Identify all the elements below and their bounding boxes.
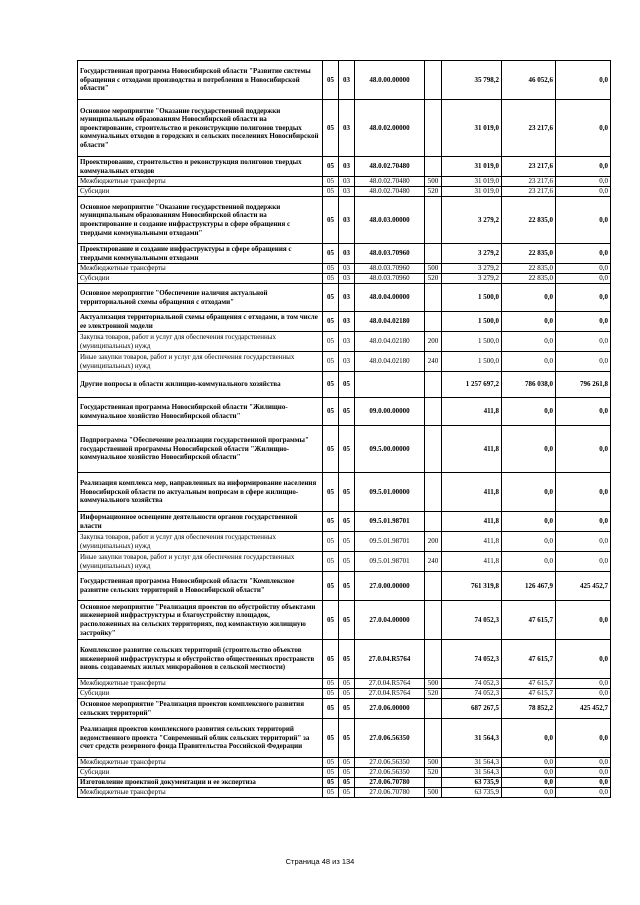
row-name: Субсидии [78, 768, 323, 778]
subsection-code: 05 [339, 768, 355, 778]
expense-type-code [425, 157, 442, 177]
amount-year-1: 411,8 [442, 552, 502, 572]
expense-type-code [425, 473, 442, 512]
section-code: 05 [323, 352, 339, 372]
section-code: 05 [323, 61, 339, 100]
table-row [78, 640, 611, 679]
row-name: Основное мероприятие "Реализация проектов комплексного развития сельских территорий" [78, 699, 323, 719]
amount-year-1: 1 257 697,2 [442, 372, 502, 398]
target-article-code: 48.0.04.02180 [355, 312, 425, 332]
table-row [78, 197, 611, 244]
target-article-code: 27.0.06.70780 [355, 788, 425, 798]
amount-year-2: 0,0 [502, 719, 556, 758]
target-article-code: 48.0.04.00000 [355, 284, 425, 312]
target-article-code: 09.5.01.98701 [355, 512, 425, 532]
expense-type-code [425, 572, 442, 601]
target-article-code: 48.0.03.70960 [355, 264, 425, 274]
expense-type-code [425, 512, 442, 532]
row-name: Комплексное развитие сельских территорий (строительство объектов инженерной инфраструктуры и обустройство общественных пространств вновь создаваемых жилых микрорайонов в сельской местности) [78, 640, 323, 679]
table-row [78, 768, 611, 778]
row-name: Государственная программа Новосибирской области "Жилищно-коммунальное хозяйство Новосибирской области" [78, 398, 323, 426]
row-name: Иные закупки товаров, работ и услуг для обеспечения государственных (муниципальных) нужд [78, 552, 323, 572]
section-code: 05 [323, 758, 339, 768]
amount-year-1: 1 500,0 [442, 284, 502, 312]
table-row [78, 473, 611, 512]
table-row [78, 398, 611, 426]
table-row [78, 699, 611, 719]
amount-year-1: 35 798,2 [442, 61, 502, 100]
subsection-code: 03 [339, 157, 355, 177]
row-name: Основное мероприятие "Оказание государственной поддержки муниципальным образованиям Новосибирской области на проектирование и создание инфраструктуры в сфере обращения с твердыми коммунальными отходами" [78, 197, 323, 244]
subsection-code: 05 [339, 679, 355, 689]
expense-type-code: 200 [425, 532, 442, 552]
expense-type-code [425, 601, 442, 640]
row-name: Реализация комплекса мер, направленных на информирование населения Новосибирской области по актуальным вопросам в сфере жилищно-коммунального хозяйства [78, 473, 323, 512]
amount-year-3: 0,0 [556, 312, 611, 332]
amount-year-1: 411,8 [442, 398, 502, 426]
row-name: Основное мероприятие "Реализация проектов по обустройству объектами инженерной инфраструктуры и благоустройству площадок, расположенных на сельских территориях, под компактную жилищную застройку" [78, 601, 323, 640]
amount-year-3: 0,0 [556, 552, 611, 572]
table-row [78, 312, 611, 332]
subsection-code: 03 [339, 197, 355, 244]
budget-table [77, 60, 611, 798]
subsection-code: 03 [339, 100, 355, 157]
amount-year-1: 74 052,3 [442, 679, 502, 689]
row-name: Закупка товаров, работ и услуг для обеспечения государственных (муниципальных) нужд [78, 532, 323, 552]
amount-year-1: 411,8 [442, 512, 502, 532]
amount-year-1: 1 500,0 [442, 352, 502, 372]
table-row [78, 187, 611, 197]
table-row [78, 100, 611, 157]
subsection-code: 05 [339, 426, 355, 473]
amount-year-1: 31 564,3 [442, 719, 502, 758]
subsection-code: 05 [339, 788, 355, 798]
table-row [78, 552, 611, 572]
row-name: Государственная программа Новосибирской области "Комплексное развитие сельских территорий в Новосибирской области" [78, 572, 323, 601]
amount-year-3: 0,0 [556, 719, 611, 758]
amount-year-2: 126 467,9 [502, 572, 556, 601]
amount-year-2: 0,0 [502, 788, 556, 798]
section-code: 05 [323, 679, 339, 689]
page-footer [0, 857, 640, 866]
amount-year-3: 0,0 [556, 157, 611, 177]
subsection-code: 05 [339, 719, 355, 758]
row-name: Изготовление проектной документации и ее экспертиза [78, 778, 323, 788]
section-code: 05 [323, 552, 339, 572]
section-code: 05 [323, 244, 339, 264]
subsection-code: 03 [339, 312, 355, 332]
subsection-code: 03 [339, 177, 355, 187]
amount-year-1: 761 319,8 [442, 572, 502, 601]
amount-year-1: 31 564,3 [442, 768, 502, 778]
target-article-code: 27.0.06.70780 [355, 778, 425, 788]
target-article-code: 27.0.04.R5764 [355, 640, 425, 679]
row-name: Информационное освещение деятельности органов государственной власти [78, 512, 323, 532]
table-row [78, 61, 611, 100]
target-article-code: 09.5.01.98701 [355, 552, 425, 572]
amount-year-2: 47 615,7 [502, 601, 556, 640]
amount-year-2: 0,0 [502, 552, 556, 572]
subsection-code: 05 [339, 699, 355, 719]
amount-year-2: 0,0 [502, 532, 556, 552]
section-code: 05 [323, 100, 339, 157]
amount-year-3: 0,0 [556, 177, 611, 187]
subsection-code: 05 [339, 601, 355, 640]
row-name: Основное мероприятие "Оказание государственной поддержки муниципальным образованиям Новосибирской области на проектирование, строительство и реконструкцию полигонов твердых коммунальных отходов в городских и сельских поселениях Новосибирской области" [78, 100, 323, 157]
expense-type-code: 240 [425, 552, 442, 572]
amount-year-3: 0,0 [556, 187, 611, 197]
section-code: 05 [323, 264, 339, 274]
section-code: 05 [323, 157, 339, 177]
amount-year-2: 23 217,6 [502, 187, 556, 197]
amount-year-1: 3 279,2 [442, 244, 502, 264]
table-row [78, 689, 611, 699]
target-article-code: 48.0.03.70960 [355, 274, 425, 284]
target-article-code: 48.0.02.70480 [355, 177, 425, 187]
amount-year-3: 0,0 [556, 532, 611, 552]
subsection-code: 03 [339, 332, 355, 352]
expense-type-code: 500 [425, 264, 442, 274]
expense-type-code [425, 372, 442, 398]
amount-year-3: 0,0 [556, 100, 611, 157]
row-name: Межбюджетные трансферты [78, 264, 323, 274]
page-number: Страница 48 из 134 [285, 857, 355, 866]
table-row [78, 788, 611, 798]
section-code: 05 [323, 274, 339, 284]
target-article-code: 27.0.04.R5764 [355, 689, 425, 699]
amount-year-1: 3 279,2 [442, 264, 502, 274]
amount-year-3: 425 452,7 [556, 699, 611, 719]
row-name: Межбюджетные трансферты [78, 679, 323, 689]
section-code: 05 [323, 572, 339, 601]
table-row [78, 679, 611, 689]
section-code: 05 [323, 512, 339, 532]
expense-type-code [425, 719, 442, 758]
amount-year-3: 0,0 [556, 332, 611, 352]
target-article-code: 09.5.01.98701 [355, 532, 425, 552]
section-code: 05 [323, 788, 339, 798]
amount-year-1: 31 019,0 [442, 187, 502, 197]
section-code: 05 [323, 426, 339, 473]
amount-year-3: 0,0 [556, 640, 611, 679]
subsection-code: 05 [339, 512, 355, 532]
expense-type-code: 520 [425, 274, 442, 284]
expense-type-code: 500 [425, 177, 442, 187]
section-code: 05 [323, 699, 339, 719]
target-article-code: 09.5.00.00000 [355, 426, 425, 473]
expense-type-code [425, 398, 442, 426]
section-code: 05 [323, 312, 339, 332]
expense-type-code: 500 [425, 758, 442, 768]
amount-year-1: 687 267,5 [442, 699, 502, 719]
subsection-code: 03 [339, 61, 355, 100]
amount-year-3: 0,0 [556, 768, 611, 778]
subsection-code: 05 [339, 398, 355, 426]
row-name: Межбюджетные трансферты [78, 788, 323, 798]
expense-type-code: 520 [425, 768, 442, 778]
amount-year-3: 0,0 [556, 601, 611, 640]
table-row [78, 244, 611, 264]
row-name: Субсидии [78, 274, 323, 284]
row-name: Проектирование, строительство и реконструкция полигонов твердых коммунальных отходов [78, 157, 323, 177]
section-code: 05 [323, 187, 339, 197]
expense-type-code [425, 312, 442, 332]
amount-year-1: 31 019,0 [442, 177, 502, 187]
amount-year-2: 786 038,0 [502, 372, 556, 398]
target-article-code: 09.5.01.00000 [355, 473, 425, 512]
target-article-code: 48.0.04.02180 [355, 352, 425, 372]
table-body [78, 61, 611, 798]
section-code: 05 [323, 284, 339, 312]
amount-year-3: 0,0 [556, 244, 611, 264]
subsection-code: 05 [339, 532, 355, 552]
amount-year-3: 0,0 [556, 679, 611, 689]
target-article-code: 48.0.03.70960 [355, 244, 425, 264]
row-name: Основное мероприятие "Обеспечение наличия актуальной территориальной схемы обращения с отходами" [78, 284, 323, 312]
section-code: 05 [323, 332, 339, 352]
table-row [78, 264, 611, 274]
amount-year-2: 22 835,0 [502, 197, 556, 244]
target-article-code: 27.0.04.R5764 [355, 679, 425, 689]
section-code: 05 [323, 372, 339, 398]
amount-year-1: 1 500,0 [442, 312, 502, 332]
section-code: 05 [323, 197, 339, 244]
amount-year-3: 0,0 [556, 788, 611, 798]
amount-year-2: 23 217,6 [502, 157, 556, 177]
target-article-code: 48.0.02.00000 [355, 100, 425, 157]
target-article-code: 27.0.06.00000 [355, 699, 425, 719]
row-name: Межбюджетные трансферты [78, 177, 323, 187]
amount-year-2: 0,0 [502, 473, 556, 512]
table-row [78, 274, 611, 284]
subsection-code: 03 [339, 264, 355, 274]
target-article-code: 48.0.02.70480 [355, 157, 425, 177]
section-code: 05 [323, 768, 339, 778]
subsection-code: 05 [339, 778, 355, 788]
row-name: Иные закупки товаров, работ и услуг для обеспечения государственных (муниципальных) нужд [78, 352, 323, 372]
amount-year-3: 0,0 [556, 512, 611, 532]
amount-year-1: 31 564,3 [442, 758, 502, 768]
row-name: Актуализация территориальной схемы обращения с отходами, в том числе ее электронной модели [78, 312, 323, 332]
amount-year-3: 796 261,8 [556, 372, 611, 398]
row-name: Проектирование и создание инфраструктуры в сфере обращения с твердыми коммунальными отходами [78, 244, 323, 264]
section-code: 05 [323, 398, 339, 426]
row-name: Подпрограмма "Обеспечение реализации государственной программы" государственной программы Новосибирской области "Жилищно-коммунальное хозяйство Новосибирской области" [78, 426, 323, 473]
amount-year-3: 0,0 [556, 352, 611, 372]
subsection-code: 03 [339, 244, 355, 264]
amount-year-1: 411,8 [442, 426, 502, 473]
table-row [78, 719, 611, 758]
expense-type-code [425, 244, 442, 264]
subsection-code: 03 [339, 274, 355, 284]
subsection-code: 05 [339, 572, 355, 601]
amount-year-3: 0,0 [556, 473, 611, 512]
target-article-code: 48.0.04.02180 [355, 332, 425, 352]
amount-year-1: 1 500,0 [442, 332, 502, 352]
row-name: Субсидии [78, 689, 323, 699]
section-code: 05 [323, 778, 339, 788]
table-row [78, 352, 611, 372]
amount-year-3: 0,0 [556, 426, 611, 473]
target-article-code: 27.0.06.56350 [355, 719, 425, 758]
subsection-code: 05 [339, 372, 355, 398]
expense-type-code [425, 197, 442, 244]
table-row [78, 778, 611, 788]
subsection-code: 05 [339, 552, 355, 572]
amount-year-1: 63 735,9 [442, 778, 502, 788]
amount-year-2: 22 835,0 [502, 244, 556, 264]
section-code: 05 [323, 640, 339, 679]
amount-year-3: 0,0 [556, 778, 611, 788]
amount-year-1: 411,8 [442, 473, 502, 512]
subsection-code: 03 [339, 187, 355, 197]
table-row [78, 532, 611, 552]
amount-year-2: 0,0 [502, 352, 556, 372]
amount-year-2: 47 615,7 [502, 689, 556, 699]
amount-year-2: 46 052,6 [502, 61, 556, 100]
amount-year-2: 0,0 [502, 332, 556, 352]
amount-year-2: 0,0 [502, 398, 556, 426]
amount-year-3: 0,0 [556, 398, 611, 426]
amount-year-2: 23 217,6 [502, 100, 556, 157]
amount-year-1: 411,8 [442, 532, 502, 552]
table-row [78, 758, 611, 768]
amount-year-1: 74 052,3 [442, 689, 502, 699]
amount-year-3: 0,0 [556, 197, 611, 244]
amount-year-2: 22 835,0 [502, 264, 556, 274]
expense-type-code: 520 [425, 689, 442, 699]
table-row [78, 512, 611, 532]
table-row [78, 177, 611, 187]
target-article-code: 27.0.04.00000 [355, 601, 425, 640]
section-code: 05 [323, 473, 339, 512]
target-article-code: 27.0.06.56350 [355, 758, 425, 768]
amount-year-3: 0,0 [556, 689, 611, 699]
target-article-code: 48.0.03.00000 [355, 197, 425, 244]
expense-type-code: 200 [425, 332, 442, 352]
amount-year-3: 0,0 [556, 758, 611, 768]
section-code: 05 [323, 719, 339, 758]
table-row [78, 601, 611, 640]
expense-type-code: 500 [425, 788, 442, 798]
amount-year-2: 0,0 [502, 758, 556, 768]
expense-type-code [425, 640, 442, 679]
amount-year-1: 31 019,0 [442, 157, 502, 177]
subsection-code: 03 [339, 284, 355, 312]
amount-year-3: 425 452,7 [556, 572, 611, 601]
expense-type-code [425, 778, 442, 788]
row-name: Субсидии [78, 187, 323, 197]
expense-type-code [425, 284, 442, 312]
section-code: 05 [323, 689, 339, 699]
amount-year-1: 63 735,9 [442, 788, 502, 798]
amount-year-2: 0,0 [502, 312, 556, 332]
target-article-code: 09.0.00.00000 [355, 398, 425, 426]
amount-year-3: 0,0 [556, 264, 611, 274]
amount-year-2: 0,0 [502, 778, 556, 788]
amount-year-2: 78 852,2 [502, 699, 556, 719]
amount-year-2: 0,0 [502, 284, 556, 312]
amount-year-3: 0,0 [556, 61, 611, 100]
expense-type-code [425, 100, 442, 157]
amount-year-2: 47 615,7 [502, 640, 556, 679]
subsection-code: 05 [339, 640, 355, 679]
expense-type-code [425, 61, 442, 100]
expense-type-code [425, 699, 442, 719]
section-code: 05 [323, 177, 339, 187]
amount-year-2: 47 615,7 [502, 679, 556, 689]
amount-year-2: 0,0 [502, 768, 556, 778]
subsection-code: 03 [339, 352, 355, 372]
subsection-code: 05 [339, 758, 355, 768]
amount-year-2: 0,0 [502, 512, 556, 532]
table-row [78, 157, 611, 177]
amount-year-1: 3 279,2 [442, 274, 502, 284]
expense-type-code: 500 [425, 679, 442, 689]
row-name: Государственная программа Новосибирской области "Развитие системы обращения с отходами производства и потребления в Новосибирской области" [78, 61, 323, 100]
amount-year-2: 23 217,6 [502, 177, 556, 187]
amount-year-2: 22 835,0 [502, 274, 556, 284]
section-code: 05 [323, 532, 339, 552]
amount-year-3: 0,0 [556, 274, 611, 284]
table-row [78, 332, 611, 352]
amount-year-3: 0,0 [556, 284, 611, 312]
table-row [78, 372, 611, 398]
amount-year-2: 0,0 [502, 426, 556, 473]
budget-sheet [77, 60, 610, 798]
target-article-code [355, 372, 425, 398]
amount-year-1: 74 052,3 [442, 640, 502, 679]
expense-type-code: 240 [425, 352, 442, 372]
row-name: Закупка товаров, работ и услуг для обеспечения государственных (муниципальных) нужд [78, 332, 323, 352]
subsection-code: 05 [339, 689, 355, 699]
amount-year-1: 3 279,2 [442, 197, 502, 244]
row-name: Реализация проектов комплексного развития сельских территорий ведомственного проекта "Современный облик сельских территорий" за счет средств резервного фонда Правительства Российской Федерации [78, 719, 323, 758]
target-article-code: 27.0.06.56350 [355, 768, 425, 778]
row-name: Другие вопросы в области жилищно-коммунального хозяйства [78, 372, 323, 398]
expense-type-code [425, 426, 442, 473]
row-name: Межбюджетные трансферты [78, 758, 323, 768]
target-article-code: 48.0.02.70480 [355, 187, 425, 197]
expense-type-code: 520 [425, 187, 442, 197]
amount-year-1: 31 019,0 [442, 100, 502, 157]
table-row [78, 284, 611, 312]
table-row [78, 426, 611, 473]
amount-year-1: 74 052,3 [442, 601, 502, 640]
target-article-code: 27.0.00.00000 [355, 572, 425, 601]
section-code: 05 [323, 601, 339, 640]
table-row [78, 572, 611, 601]
subsection-code: 05 [339, 473, 355, 512]
target-article-code: 48.0.00.00000 [355, 61, 425, 100]
